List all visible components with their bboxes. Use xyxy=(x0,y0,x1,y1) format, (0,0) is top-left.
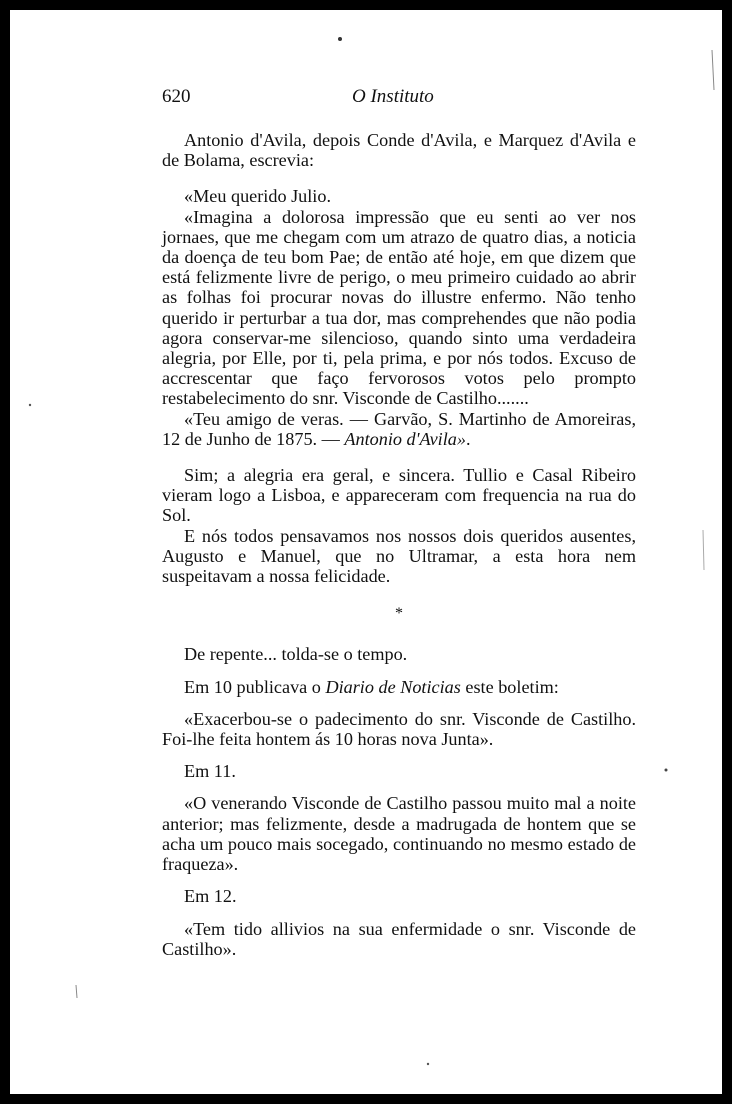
body-text xyxy=(162,130,636,959)
em12-heading: Em 12. xyxy=(184,886,237,907)
joy-paragraph: Sim; a alegria era geral, e sincera. Tullio e Casal Ribeiro vieram logo a Lisboa, e appareceram com frequencia na rua do Sol. xyxy=(162,465,636,526)
absent-paragraph: E nós todos pensavamos nos nossos dois queridos ausentes, Augusto e Manuel, que no Ultramar, a esta hora nem suspeitavam a nossa felicidade. xyxy=(162,525,636,587)
closing-end: . xyxy=(465,428,471,449)
bulletin-11: «O venerando Visconde de Castilho passou muito mal a noite anterior; mas felizmente, desde a madrugada de hontem que se acha um pouco mais socegado, continuando no mesmo estado de fraqueza». xyxy=(162,793,636,875)
letter-body: «Imagina a dolorosa impressão que eu senti ao ver nos jornaes, que me chegam com um atrazo de quatro dias, a noticia da doença de teu bom Pae; de então até hoje, em que dizem que está felizmente livre de perigo, o meu primeiro cuidado ao abrir as folhas foi procurar novas do illustre enfermo. Não tenho querido ir perturbar a tua dor, mas comprehendes que não podia agora conservar-me silencioso, quando sinto uma verdadeira alegria, por Elle, por ti, pela prima, e por nós todos. Excuso de accrescentar que faço fervorosos votos pelo prompto restabelecimento do snr. Visconde de Castilho....... xyxy=(162,206,636,409)
intro-paragraph: Antonio d'Avila, depois Conde d'Avila, e Marquez d'Avila e de Bolama, escrevia: xyxy=(162,130,636,171)
letter-closing xyxy=(162,409,636,449)
running-title: O Instituto xyxy=(352,86,434,107)
bulletin-12: «Tem tido allivios na sua enfermidade o snr. Visconde de Castilho». xyxy=(162,918,636,959)
em10-paragraph xyxy=(162,677,636,697)
newspaper-title: Diario de Noticias xyxy=(325,676,461,697)
em10-prefix: Em 10 publicava o xyxy=(184,676,326,697)
em11-heading: Em 11. xyxy=(184,761,236,782)
page-number: 620 xyxy=(162,86,191,107)
bulletin-10: «Exacerbou-se o padecimento do snr. Visconde de Castilho. Foi-lhe feita hontem ás 10 horas nova Junta». xyxy=(162,708,636,750)
closing-signature: Antonio d'Avila» xyxy=(344,428,466,449)
section-separator: * xyxy=(395,605,403,623)
em10-suffix: este boletim: xyxy=(460,676,559,697)
page-header xyxy=(162,86,482,112)
letter-salutation: «Meu querido Julio. xyxy=(184,186,332,207)
sudden-paragraph: De repente... tolda-se o tempo. xyxy=(184,644,408,665)
closing-text: «Teu amigo de veras. — Garvão, S. Martinho de Amoreiras, 12 de Junho de 1875. — xyxy=(162,408,636,449)
book-page xyxy=(10,10,722,1094)
